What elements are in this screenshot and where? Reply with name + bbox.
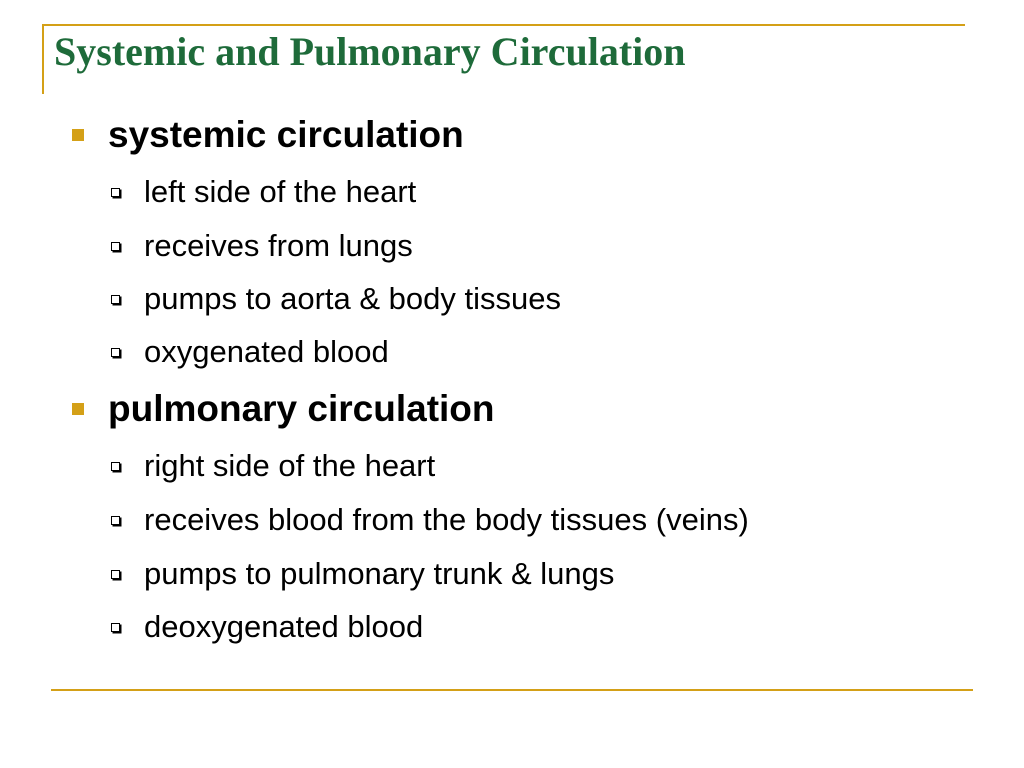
hollow-square-bullet-icon bbox=[111, 570, 120, 579]
section-heading-systemic bbox=[72, 112, 464, 158]
hollow-square-bullet-icon bbox=[111, 295, 120, 304]
list-item-text: pumps to pulmonary trunk & lungs bbox=[144, 556, 615, 591]
list-item-text: right side of the heart bbox=[144, 448, 436, 483]
list-item-text: receives from lungs bbox=[144, 228, 413, 263]
section-heading-text: pulmonary circulation bbox=[108, 388, 495, 429]
list-item bbox=[111, 172, 416, 212]
footer-rule bbox=[51, 689, 973, 691]
section-heading-pulmonary bbox=[72, 386, 495, 432]
list-item bbox=[111, 500, 749, 540]
list-item-text: pumps to aorta & body tissues bbox=[144, 281, 562, 316]
square-bullet-icon bbox=[72, 129, 84, 141]
hollow-square-bullet-icon bbox=[111, 188, 120, 197]
list-item bbox=[111, 226, 413, 266]
list-item-text: oxygenated blood bbox=[144, 334, 389, 369]
list-item bbox=[111, 554, 614, 594]
square-bullet-icon bbox=[72, 403, 84, 415]
slide-title: Systemic and Pulmonary Circulation bbox=[54, 29, 686, 74]
list-item-text: receives blood from the body tissues (veins) bbox=[144, 502, 749, 537]
hollow-square-bullet-icon bbox=[111, 242, 120, 251]
hollow-square-bullet-icon bbox=[111, 516, 120, 525]
hollow-square-bullet-icon bbox=[111, 623, 120, 632]
list-item-text: left side of the heart bbox=[144, 174, 417, 209]
list-item bbox=[111, 279, 561, 319]
list-item bbox=[111, 332, 389, 372]
list-item bbox=[111, 446, 435, 486]
list-item-text: deoxygenated blood bbox=[144, 609, 424, 644]
hollow-square-bullet-icon bbox=[111, 348, 120, 357]
hollow-square-bullet-icon bbox=[111, 462, 120, 471]
section-heading-text: systemic circulation bbox=[108, 114, 464, 155]
list-item bbox=[111, 607, 423, 647]
